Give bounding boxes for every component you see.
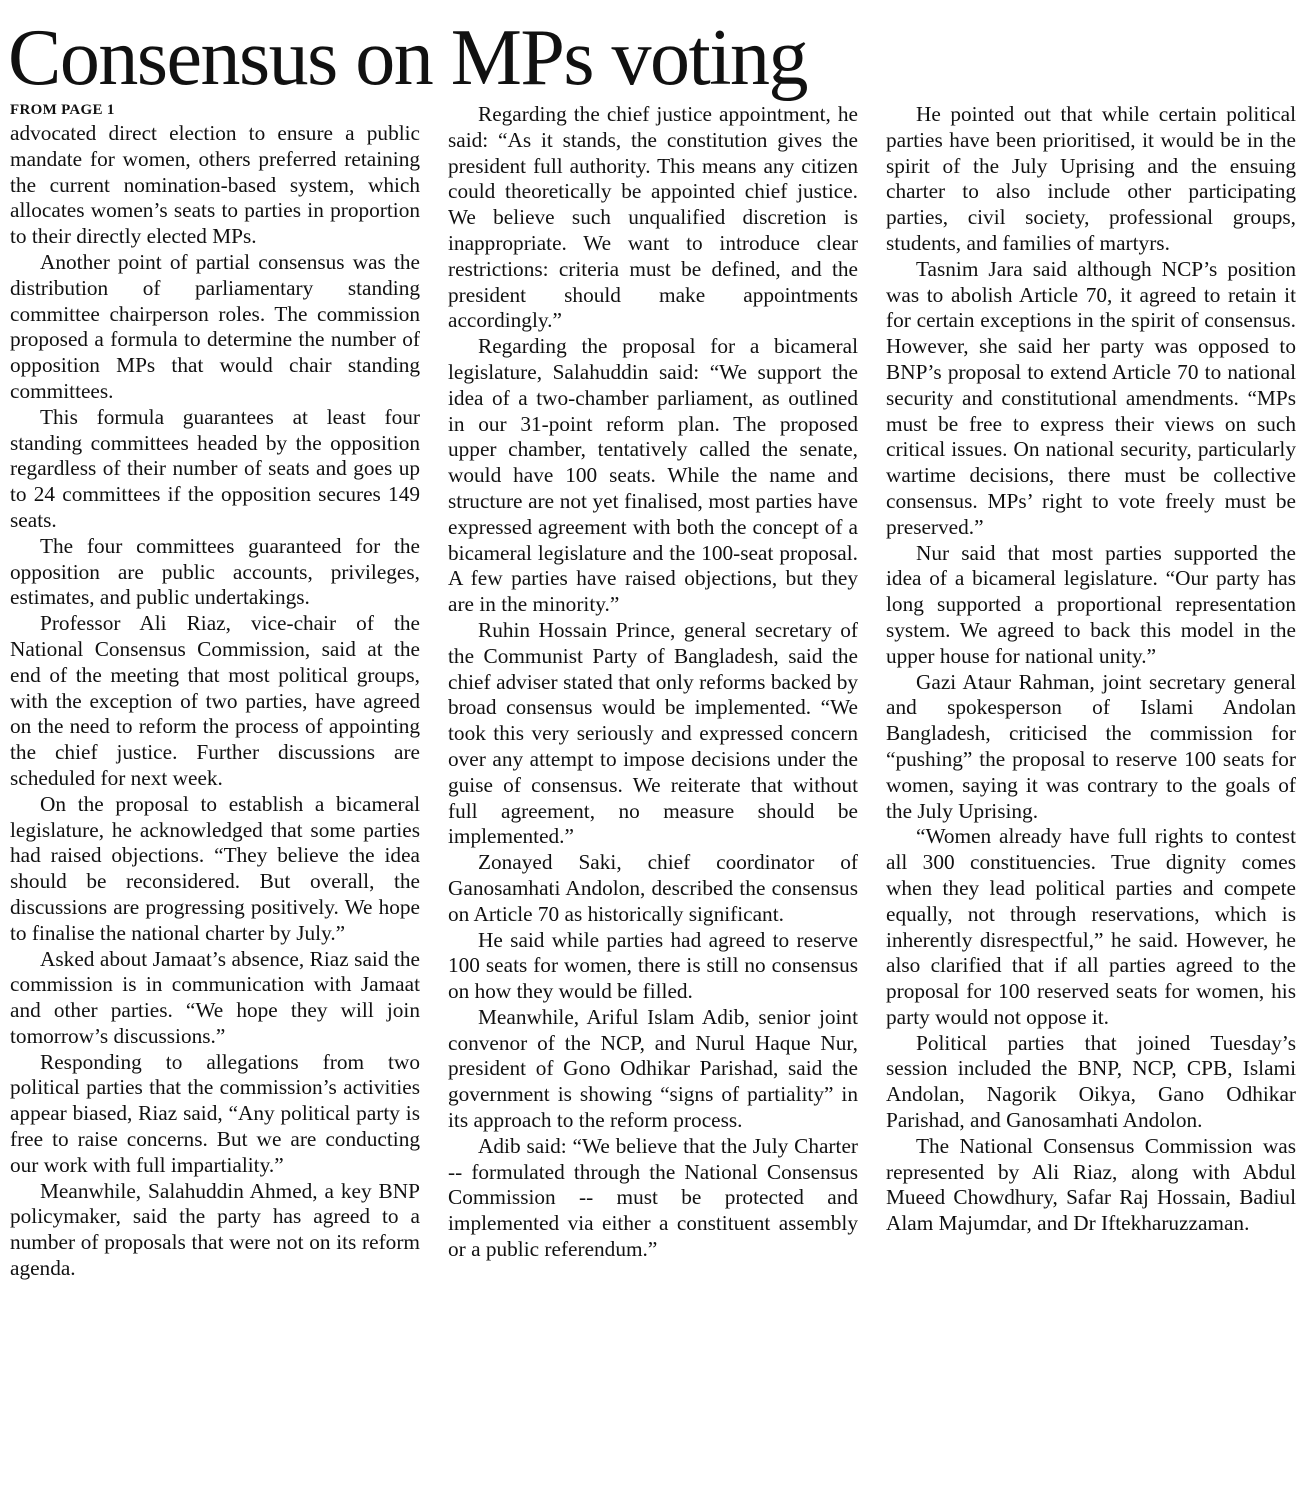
- paragraph: Regarding the chief justice appointment, he said: “As it stands, the constitution gives the president full authority. This means any citizen could theoretically be appointed chief justice. We believe such unqualified discretion is inappropriate. We want to introduce clear restrictions: criteria must be defined, and the president should make appointments accordingly.”: [448, 102, 858, 333]
- paragraph: Gazi Ataur Rahman, joint secretary general and spokesperson of Islami Andolan Bangladesh, criticised the commission for “pushing” the proposal to reserve 100 seats for women, saying it was contrary to the goals of the July Uprising.: [886, 669, 1296, 823]
- headline: Consensus on MPs voting: [8, 14, 807, 102]
- continuation-kicker: FROM PAGE 1: [10, 102, 115, 118]
- article-column-1: [10, 102, 420, 1282]
- paragraph: “Women already have full rights to contest all 300 constituencies. True dignity comes when they lead political parties and compete equally, not through reservations, which is inherently disrespectful,” he said. However, he also clarified that if all parties agreed to the proposal for 100 reserved seats for women, his party would not oppose it.: [886, 824, 1296, 1029]
- paragraph: He pointed out that while certain political parties have been prioritised, it would be in the spirit of the July Uprising and the ensuing charter to also include other participating parties, civil society, professional groups, students, and families of martyrs.: [886, 102, 1296, 255]
- paragraph: Another point of partial consensus was the distribution of parliamentary standing committee chairperson roles. The commission proposed a formula to determine the number of opposition MPs that would chair standing committees.: [10, 249, 420, 403]
- paragraph: The National Consensus Commission was represented by Ali Riaz, along with Abdul Mueed Chowdhury, Safar Raj Hossain, Badiul Alam Majumdar, and Dr Iftekharuzzaman.: [886, 1133, 1296, 1236]
- paragraph: This formula guarantees at least four standing committees headed by the opposition regardless of their number of seats and goes up to 24 committees if the opposition secures 149 seats.: [10, 404, 420, 532]
- paragraph: Nur said that most parties supported the idea of a bicameral legislature. “Our party has long supported a proportional representation system. We agreed to back this model in the upper house for national unity.”: [886, 540, 1296, 668]
- paragraph: Regarding the proposal for a bicameral legislature, Salahuddin said: “We support the idea of a two-chamber parliament, as outlined in our 31-point reform plan. The proposed upper chamber, tentatively called the senate, would have 100 seats. While the name and structure are not yet finalised, most parties have expressed agreement with both the concept of a bicameral legislature and the 100-seat proposal. A few parties have raised objections, but they are in the minority.”: [448, 334, 858, 617]
- paragraph: Ruhin Hossain Prince, general secretary of the Communist Party of Bangladesh, said the chief adviser stated that only reforms backed by broad consensus would be implemented. “We took this very seriously and expressed concern over any attempt to impose decisions under the guise of consensus. We reiterate that without full agreement, no measure should be implemented.”: [448, 617, 858, 849]
- paragraph: Tasnim Jara said although NCP’s position was to abolish Article 70, it agreed to retain it for certain exceptions in the spirit of consensus. However, she said her party was opposed to BNP’s proposal to extend Article 70 to national security and constitutional amendments. “MPs must be free to express their views on such critical issues. On national security, particularly wartime decisions, there must be collective consensus. MPs’ right to vote freely must be preserved.”: [886, 256, 1296, 539]
- paragraph: Meanwhile, Salahuddin Ahmed, a key BNP policymaker, said the party has agreed to a number of proposals that were not on its reform agenda.: [10, 1178, 420, 1281]
- paragraph: Asked about Jamaat’s absence, Riaz said the commission is in communication with Jamaat and other parties. “We hope they will join tomorrow’s discussions.”: [10, 946, 420, 1048]
- article-column-3: [886, 102, 1296, 1237]
- paragraph: Adib said: “We believe that the July Charter -- formulated through the National Consensus Commission -- must be protected and implemented via either a constituent assembly or a public referendum.”: [448, 1133, 858, 1262]
- paragraph: On the proposal to establish a bicameral legislature, he acknowledged that some parties had raised objections. “They believe the idea should be reconsidered. But overall, the discussions are progressing positively. We hope to finalise the national charter by July.”: [10, 791, 420, 945]
- article-column-2: [448, 102, 858, 1263]
- paragraph: Responding to allegations from two political parties that the commission’s activities appear biased, Riaz said, “Any political party is free to raise concerns. But we are conducting our work with full impartiality.”: [10, 1049, 420, 1177]
- paragraph: Zonayed Saki, chief coordinator of Ganosamhati Andolon, described the consensus on Article 70 as historically significant.: [448, 850, 858, 926]
- paragraph: advocated direct election to ensure a public mandate for women, others preferred retaining the current nomination-based system, which allocates women’s seats to parties in proportion to their directly elected MPs.: [10, 121, 420, 249]
- paragraph: Meanwhile, Ariful Islam Adib, senior joint convenor of the NCP, and Nurul Haque Nur, president of Gono Odhikar Parishad, said the government is showing “signs of partiality” in its approach to the reform process.: [448, 1004, 858, 1133]
- paragraph: Professor Ali Riaz, vice-chair of the National Consensus Commission, said at the end of the meeting that most political groups, with the exception of two parties, have agreed on the need to reform the process of appointing the chief justice. Further discussions are scheduled for next week.: [10, 611, 420, 790]
- paragraph: The four committees guaranteed for the opposition are public accounts, privileges, estimates, and public undertakings.: [10, 533, 420, 610]
- paragraph: Political parties that joined Tuesday’s session included the BNP, NCP, CPB, Islami Andolan, Nagorik Oikya, Gano Odhikar Parishad, and Ganosamhati Andolon.: [886, 1030, 1296, 1133]
- paragraph: He said while parties had agreed to reserve 100 seats for women, there is still no consensus on how they would be filled.: [448, 927, 858, 1004]
